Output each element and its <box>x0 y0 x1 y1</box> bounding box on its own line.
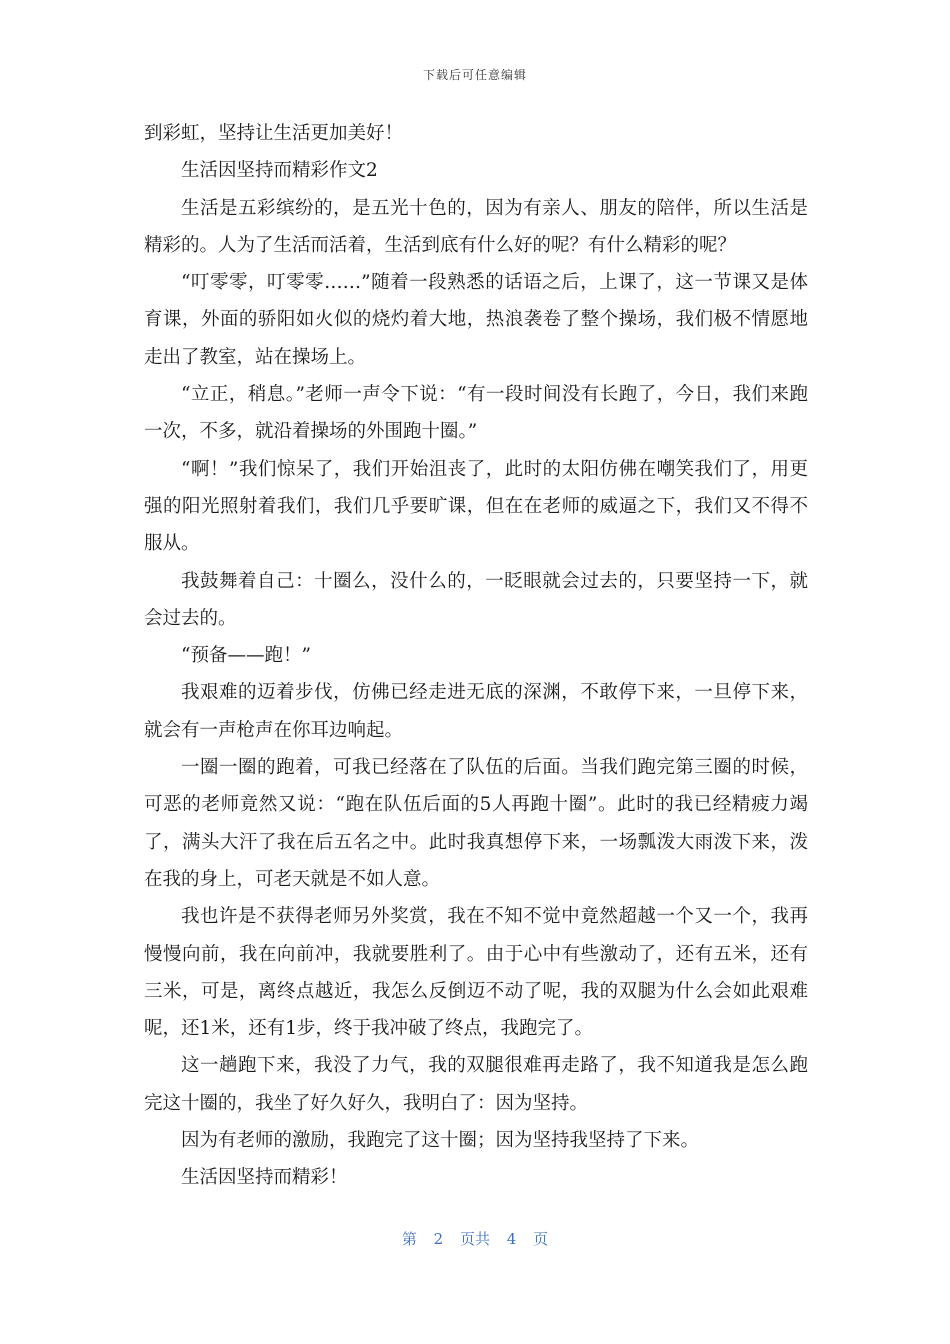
page-number-footer <box>0 1228 950 1249</box>
total-pages-number: 4 <box>506 1230 517 1248</box>
current-page-number: 2 <box>433 1230 444 1248</box>
paragraph: 一圈一圈的跑着，可我已经落在了队伍的后面。当我们跑完第三圈的时候，可恶的老师竟然又说：“跑在队伍后面的5人再跑十圈”。此时的我已经精疲力竭了，满头大汗了我在后五名之中。此时我真想停下来，一场瓢泼大雨泼下来，泼在我的身上，可老天就是不如人意。 <box>144 757 808 890</box>
document-body <box>144 115 808 1197</box>
paragraph: 这一趟跑下来，我没了力气，我的双腿很难再走路了，我不知道我是怎么跑完这十圈的，我坐了好久好久，我明白了：因为坚持。 <box>144 1055 808 1114</box>
page-label-prefix: 第 <box>401 1230 417 1248</box>
page-label-suffix: 页 <box>533 1230 549 1248</box>
paragraph: “预备——跑！” <box>181 645 311 667</box>
closing-line: 生活因坚持而精彩！ <box>181 1167 348 1189</box>
page-header: 下载后可任意编辑 <box>422 68 527 82</box>
paragraph-continuation: 到彩虹，坚持让生活更加美好！ <box>144 123 404 144</box>
essay-title: 生活因坚持而精彩作文2 <box>181 160 378 182</box>
paragraph: 生活是五彩缤纷的，是五光十色的，因为有亲人、朋友的陪伴，所以生活是精彩的。人为了生活而活着，生活到底有什么好的呢？有什么精彩的呢？ <box>144 197 808 256</box>
paragraph: “啊！”我们惊呆了，我们开始沮丧了，此时的太阳仿佛在嘲笑我们了，用更强的阳光照射着我们，我们几乎要旷课，但在在老师的威逼之下，我们又不得不服从。 <box>144 458 808 555</box>
paragraph: 我艰难的迈着步伐，仿佛已经走进无底的深渊，不敢停下来，一旦停下来，就会有一声枪声在你耳边响起。 <box>144 682 808 741</box>
paragraph: “叮零零，叮零零……”随着一段熟悉的话语之后，上课了，这一节课又是体育课，外面的骄阳如火似的烧灼着大地，热浪袭卷了整个操场，我们极不情愿地走出了教室，站在操场上。 <box>144 272 808 368</box>
paragraph: 我也许是不获得老师另外奖赏，我在不知不觉中竟然超越一个又一个，我再慢慢向前，我在向前冲，我就要胜利了。由于心中有些激动了，还有五米，还有三米，可是，离终点越近，我怎么反倒迈不动了呢，我的双腿为什么会如此艰难呢，还1米，还有1步，终于我冲破了终点，我跑完了。 <box>144 906 808 1040</box>
paragraph: 我鼓舞着自己：十圈么，没什么的，一眨眼就会过去的，只要坚持一下，就会过去的。 <box>144 570 808 629</box>
page-label-middle: 页共 <box>459 1230 490 1248</box>
paragraph: 因为有老师的激励，我跑完了这十圈；因为坚持我坚持了下来。 <box>181 1130 700 1152</box>
paragraph: “立正，稍息。”老师一声令下说：“有一段时间没有长跑了，今日，我们来跑一次，不多，就沿着操场的外围跑十圈。” <box>144 384 808 443</box>
